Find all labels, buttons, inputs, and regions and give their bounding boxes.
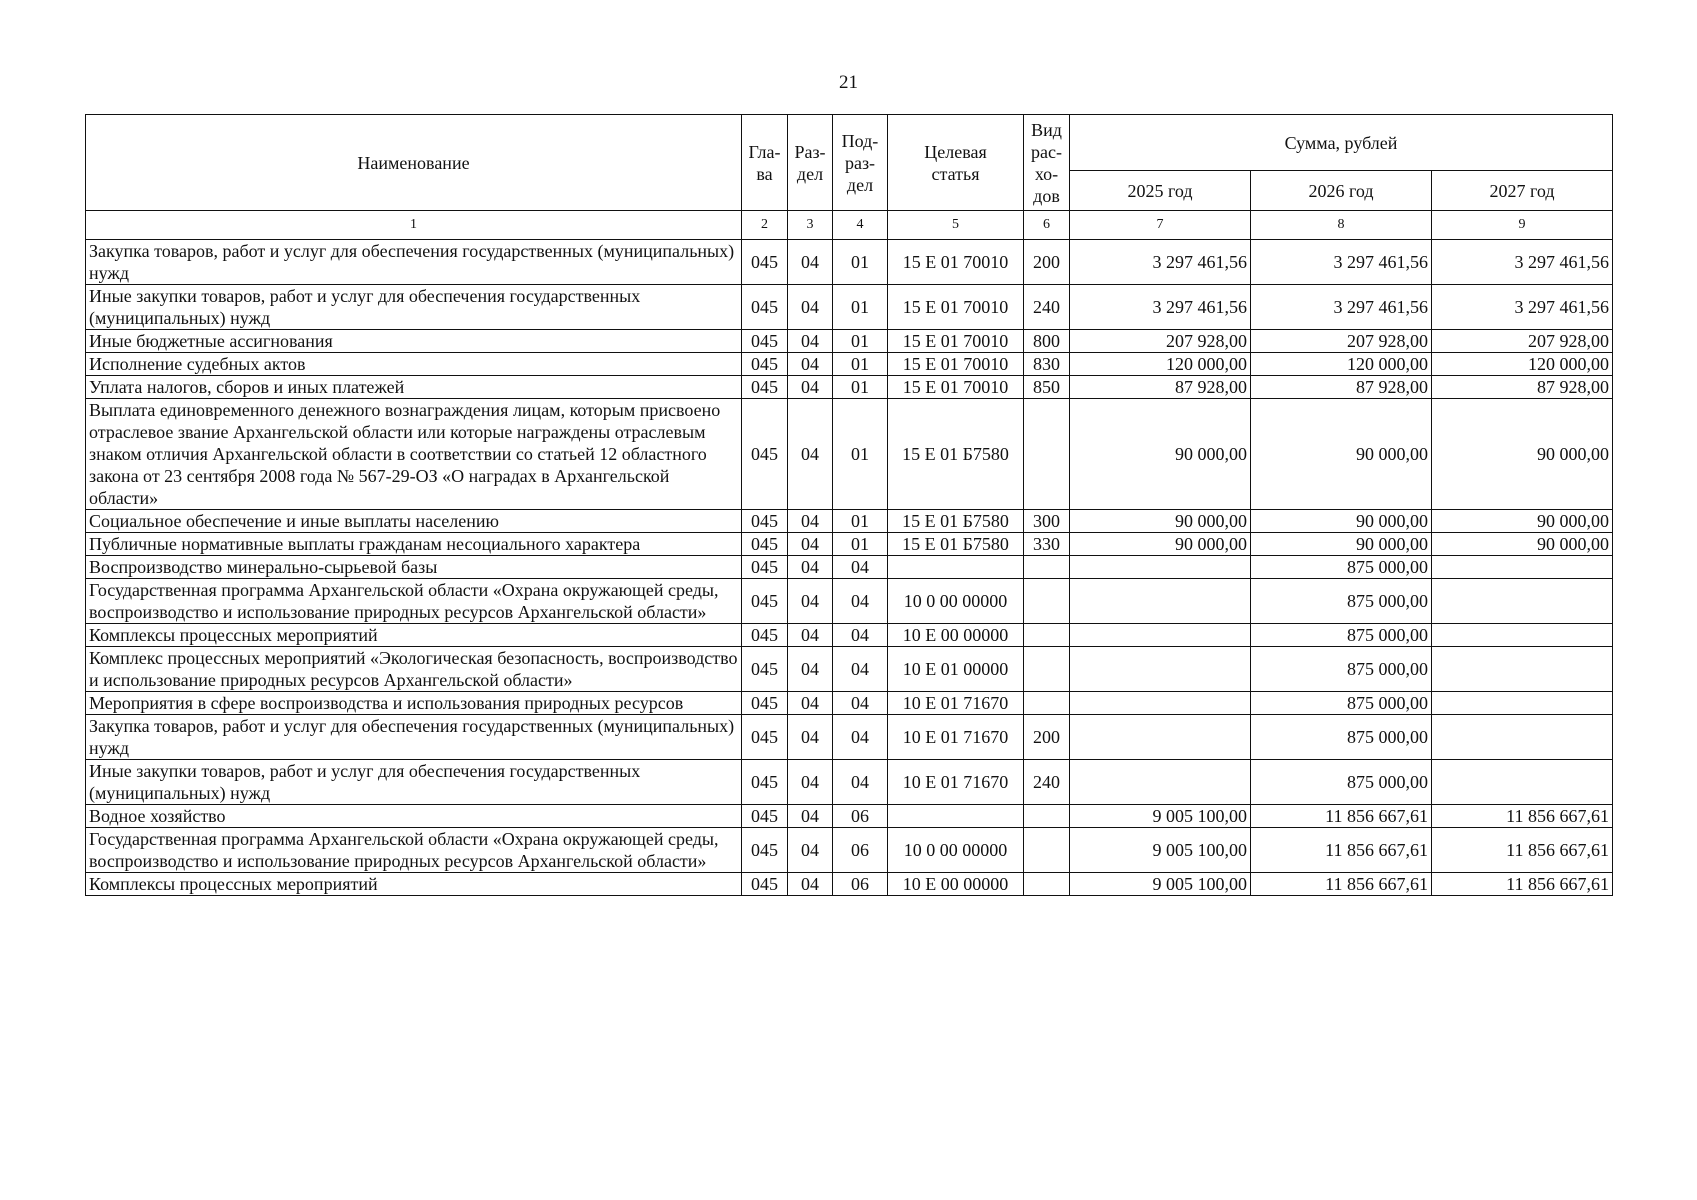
row-sum-2025: 9 005 100,00 — [1070, 805, 1251, 828]
row-expense-type — [1024, 828, 1070, 873]
row-sum-2027: 3 297 461,56 — [1432, 285, 1613, 330]
table-row — [86, 692, 1613, 715]
row-sum-2025: 90 000,00 — [1070, 533, 1251, 556]
row-chapter: 045 — [742, 647, 788, 692]
row-target: 15 Е 01 70010 — [888, 376, 1024, 399]
row-expense-type: 850 — [1024, 376, 1070, 399]
header-2025: 2025 год — [1070, 171, 1251, 211]
row-sum-2026: 207 928,00 — [1251, 330, 1432, 353]
row-subsection: 01 — [833, 285, 888, 330]
row-section: 04 — [788, 579, 833, 624]
column-number: 6 — [1024, 211, 1070, 240]
row-subsection: 01 — [833, 533, 888, 556]
row-section: 04 — [788, 647, 833, 692]
row-target: 10 0 00 00000 — [888, 828, 1024, 873]
row-sum-2026: 90 000,00 — [1251, 533, 1432, 556]
row-name: Воспроизводство минерально-сырьевой базы — [86, 556, 742, 579]
row-sum-2026: 120 000,00 — [1251, 353, 1432, 376]
row-subsection: 04 — [833, 556, 888, 579]
row-subsection: 06 — [833, 828, 888, 873]
row-chapter: 045 — [742, 692, 788, 715]
row-target: 15 Е 01 70010 — [888, 330, 1024, 353]
row-sum-2025 — [1070, 760, 1251, 805]
row-section: 04 — [788, 399, 833, 510]
header-target: Целевая статья — [888, 115, 1024, 211]
row-sum-2027 — [1432, 692, 1613, 715]
row-subsection: 01 — [833, 399, 888, 510]
row-target: 15 Е 01 Б7580 — [888, 399, 1024, 510]
row-sum-2025: 120 000,00 — [1070, 353, 1251, 376]
row-chapter: 045 — [742, 510, 788, 533]
row-subsection: 04 — [833, 760, 888, 805]
table-row — [86, 353, 1613, 376]
row-sum-2027 — [1432, 556, 1613, 579]
row-name: Иные закупки товаров, работ и услуг для обеспечения государственных (муниципальных) нужд — [86, 285, 742, 330]
row-sum-2026: 875 000,00 — [1251, 647, 1432, 692]
row-subsection: 01 — [833, 240, 888, 285]
row-sum-2025 — [1070, 556, 1251, 579]
row-sum-2025: 3 297 461,56 — [1070, 285, 1251, 330]
row-target: 15 Е 01 70010 — [888, 285, 1024, 330]
row-section: 04 — [788, 330, 833, 353]
row-chapter: 045 — [742, 533, 788, 556]
row-subsection: 04 — [833, 647, 888, 692]
row-name: Публичные нормативные выплаты гражданам несоциального характера — [86, 533, 742, 556]
row-section: 04 — [788, 805, 833, 828]
row-sum-2026: 875 000,00 — [1251, 556, 1432, 579]
row-sum-2027 — [1432, 760, 1613, 805]
row-target — [888, 805, 1024, 828]
row-expense-type — [1024, 805, 1070, 828]
row-expense-type: 800 — [1024, 330, 1070, 353]
header-subsection: Под- раз- дел — [833, 115, 888, 211]
row-section: 04 — [788, 624, 833, 647]
row-target: 10 Е 01 00000 — [888, 647, 1024, 692]
row-target: 10 Е 01 71670 — [888, 760, 1024, 805]
budget-table — [85, 114, 1613, 896]
row-name: Закупка товаров, работ и услуг для обеспечения государственных (муниципальных) нужд — [86, 240, 742, 285]
row-expense-type: 200 — [1024, 240, 1070, 285]
table-row — [86, 330, 1613, 353]
header-sum-group: Сумма, рублей — [1070, 115, 1613, 171]
row-expense-type — [1024, 692, 1070, 715]
row-chapter: 045 — [742, 715, 788, 760]
row-section: 04 — [788, 376, 833, 399]
row-section: 04 — [788, 873, 833, 896]
row-subsection: 01 — [833, 376, 888, 399]
row-subsection: 04 — [833, 715, 888, 760]
row-sum-2027: 3 297 461,56 — [1432, 240, 1613, 285]
table-row — [86, 376, 1613, 399]
row-name: Выплата единовременного денежного вознаграждения лицам, которым присвоено отраслевое звание Архангельской области или которые награждены отраслевым знаком отличия Архангельской области в соответствии со статьей 12 областного закона от 23 сентября 2008 года № 567-29-ОЗ «О наградах в Архангельской области» — [86, 399, 742, 510]
row-sum-2027: 90 000,00 — [1432, 533, 1613, 556]
row-sum-2026: 875 000,00 — [1251, 715, 1432, 760]
row-name: Иные закупки товаров, работ и услуг для обеспечения государственных (муниципальных) нужд — [86, 760, 742, 805]
row-chapter: 045 — [742, 353, 788, 376]
row-target: 15 Е 01 70010 — [888, 353, 1024, 376]
row-name: Уплата налогов, сборов и иных платежей — [86, 376, 742, 399]
row-chapter: 045 — [742, 624, 788, 647]
row-sum-2025: 9 005 100,00 — [1070, 828, 1251, 873]
header-section: Раз- дел — [788, 115, 833, 211]
table-row — [86, 760, 1613, 805]
row-expense-type — [1024, 624, 1070, 647]
row-sum-2026: 875 000,00 — [1251, 760, 1432, 805]
row-sum-2025: 207 928,00 — [1070, 330, 1251, 353]
column-number: 5 — [888, 211, 1024, 240]
row-sum-2027: 90 000,00 — [1432, 399, 1613, 510]
row-name: Водное хозяйство — [86, 805, 742, 828]
header-2027: 2027 год — [1432, 171, 1613, 211]
row-sum-2027: 11 856 667,61 — [1432, 873, 1613, 896]
column-number: 1 — [86, 211, 742, 240]
row-name: Комплексы процессных мероприятий — [86, 624, 742, 647]
row-sum-2027: 11 856 667,61 — [1432, 828, 1613, 873]
row-sum-2027: 90 000,00 — [1432, 510, 1613, 533]
row-sum-2026: 875 000,00 — [1251, 579, 1432, 624]
row-expense-type: 200 — [1024, 715, 1070, 760]
table-row — [86, 399, 1613, 510]
row-expense-type: 300 — [1024, 510, 1070, 533]
row-subsection: 01 — [833, 353, 888, 376]
row-sum-2026: 11 856 667,61 — [1251, 828, 1432, 873]
row-section: 04 — [788, 240, 833, 285]
row-chapter: 045 — [742, 330, 788, 353]
table-row — [86, 873, 1613, 896]
row-chapter: 045 — [742, 399, 788, 510]
row-expense-type — [1024, 873, 1070, 896]
table-row — [86, 828, 1613, 873]
row-section: 04 — [788, 510, 833, 533]
row-sum-2026: 90 000,00 — [1251, 510, 1432, 533]
row-sum-2027: 120 000,00 — [1432, 353, 1613, 376]
row-sum-2027 — [1432, 624, 1613, 647]
row-sum-2025: 9 005 100,00 — [1070, 873, 1251, 896]
row-sum-2026: 875 000,00 — [1251, 692, 1432, 715]
row-sum-2026: 3 297 461,56 — [1251, 285, 1432, 330]
row-expense-type — [1024, 556, 1070, 579]
row-section: 04 — [788, 285, 833, 330]
table-row — [86, 510, 1613, 533]
row-section: 04 — [788, 828, 833, 873]
table-row — [86, 240, 1613, 285]
row-chapter: 045 — [742, 376, 788, 399]
table-row — [86, 805, 1613, 828]
row-section: 04 — [788, 715, 833, 760]
row-chapter: 045 — [742, 240, 788, 285]
row-chapter: 045 — [742, 873, 788, 896]
row-expense-type: 830 — [1024, 353, 1070, 376]
row-name: Комплексы процессных мероприятий — [86, 873, 742, 896]
header-expense-type: Вид рас- хо- дов — [1024, 115, 1070, 211]
row-name: Иные бюджетные ассигнования — [86, 330, 742, 353]
table-row — [86, 556, 1613, 579]
row-sum-2025 — [1070, 647, 1251, 692]
row-name: Исполнение судебных актов — [86, 353, 742, 376]
row-sum-2025 — [1070, 624, 1251, 647]
row-sum-2026: 875 000,00 — [1251, 624, 1432, 647]
row-chapter: 045 — [742, 760, 788, 805]
row-expense-type — [1024, 399, 1070, 510]
row-target: 15 Е 01 Б7580 — [888, 533, 1024, 556]
row-sum-2025: 3 297 461,56 — [1070, 240, 1251, 285]
row-sum-2025 — [1070, 715, 1251, 760]
row-target: 10 Е 01 71670 — [888, 715, 1024, 760]
row-expense-type: 330 — [1024, 533, 1070, 556]
row-sum-2027 — [1432, 647, 1613, 692]
row-target: 10 Е 00 00000 — [888, 624, 1024, 647]
column-number: 8 — [1251, 211, 1432, 240]
row-sum-2027 — [1432, 715, 1613, 760]
row-sum-2026: 11 856 667,61 — [1251, 805, 1432, 828]
table-row — [86, 285, 1613, 330]
row-target: 15 Е 01 70010 — [888, 240, 1024, 285]
row-sum-2026: 90 000,00 — [1251, 399, 1432, 510]
row-section: 04 — [788, 760, 833, 805]
row-target: 10 Е 00 00000 — [888, 873, 1024, 896]
row-subsection: 01 — [833, 330, 888, 353]
row-sum-2026: 11 856 667,61 — [1251, 873, 1432, 896]
column-number-row — [86, 211, 1613, 240]
row-subsection: 06 — [833, 805, 888, 828]
row-subsection: 04 — [833, 692, 888, 715]
row-chapter: 045 — [742, 579, 788, 624]
column-number: 2 — [742, 211, 788, 240]
row-sum-2026: 3 297 461,56 — [1251, 240, 1432, 285]
row-target: 10 0 00 00000 — [888, 579, 1024, 624]
header-2026: 2026 год — [1251, 171, 1432, 211]
row-sum-2025: 90 000,00 — [1070, 510, 1251, 533]
column-number: 9 — [1432, 211, 1613, 240]
row-section: 04 — [788, 692, 833, 715]
header-name: Наименование — [86, 115, 742, 211]
row-sum-2025: 87 928,00 — [1070, 376, 1251, 399]
row-sum-2027: 207 928,00 — [1432, 330, 1613, 353]
row-name: Государственная программа Архангельской области «Охрана окружающей среды, воспроизводство и использование природных ресурсов Архангельской области» — [86, 828, 742, 873]
row-sum-2025 — [1070, 692, 1251, 715]
row-target: 15 Е 01 Б7580 — [888, 510, 1024, 533]
row-name: Комплекс процессных мероприятий «Экологическая безопасность, воспроизводство и использование природных ресурсов Архангельской области» — [86, 647, 742, 692]
table-row — [86, 579, 1613, 624]
row-expense-type: 240 — [1024, 285, 1070, 330]
row-target: 10 Е 01 71670 — [888, 692, 1024, 715]
row-subsection: 04 — [833, 579, 888, 624]
row-sum-2027: 11 856 667,61 — [1432, 805, 1613, 828]
row-chapter: 045 — [742, 285, 788, 330]
row-sum-2025: 90 000,00 — [1070, 399, 1251, 510]
row-sum-2025 — [1070, 579, 1251, 624]
header-chapter: Гла- ва — [742, 115, 788, 211]
row-name: Мероприятия в сфере воспроизводства и использования природных ресурсов — [86, 692, 742, 715]
row-subsection: 06 — [833, 873, 888, 896]
row-expense-type — [1024, 647, 1070, 692]
row-section: 04 — [788, 556, 833, 579]
row-chapter: 045 — [742, 828, 788, 873]
row-sum-2027: 87 928,00 — [1432, 376, 1613, 399]
row-section: 04 — [788, 533, 833, 556]
row-name: Государственная программа Архангельской области «Охрана окружающей среды, воспроизводство и использование природных ресурсов Архангельской области» — [86, 579, 742, 624]
row-expense-type: 240 — [1024, 760, 1070, 805]
page-number: 21 — [839, 72, 858, 93]
column-number: 3 — [788, 211, 833, 240]
row-target — [888, 556, 1024, 579]
row-subsection: 04 — [833, 624, 888, 647]
table-row — [86, 715, 1613, 760]
row-chapter: 045 — [742, 805, 788, 828]
column-number: 7 — [1070, 211, 1251, 240]
table-row — [86, 647, 1613, 692]
row-sum-2027 — [1432, 579, 1613, 624]
row-subsection: 01 — [833, 510, 888, 533]
row-section: 04 — [788, 353, 833, 376]
row-name: Социальное обеспечение и иные выплаты населению — [86, 510, 742, 533]
column-number: 4 — [833, 211, 888, 240]
row-sum-2026: 87 928,00 — [1251, 376, 1432, 399]
row-name: Закупка товаров, работ и услуг для обеспечения государственных (муниципальных) нужд — [86, 715, 742, 760]
row-chapter: 045 — [742, 556, 788, 579]
table-row — [86, 533, 1613, 556]
row-expense-type — [1024, 579, 1070, 624]
table-row — [86, 624, 1613, 647]
